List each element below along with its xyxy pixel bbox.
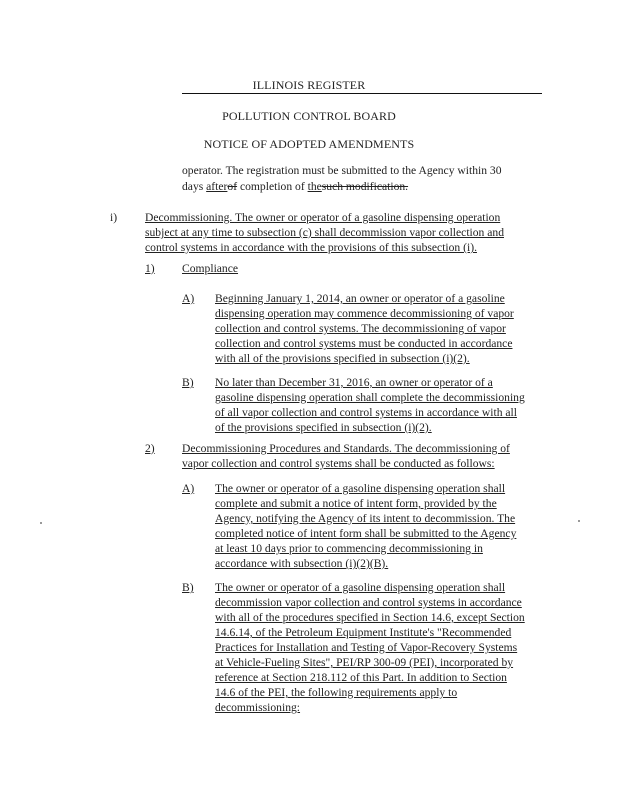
sub-2A-line-6: accordance with subsection (i)(2)(B).: [215, 557, 389, 570]
sub-2A-line-2: complete and submit a notice of intent form, provided by the: [215, 497, 497, 510]
header-rule: [182, 93, 542, 94]
register-title: ILLINOIS REGISTER: [252, 78, 366, 92]
intro-line-1: operator. The registration must be submitted to the Agency within 30: [182, 164, 502, 177]
intro-line-2: days afterof completion of thesuch modification.: [182, 180, 409, 193]
sub-2B-line-6: at Vehicle-Fueling Sites", PEI/RP 300-09 (PEI), incorporated by: [215, 656, 514, 669]
sub-2A-label: A): [182, 482, 195, 495]
sub-2-label: 2): [145, 442, 155, 455]
section-i-line-1: Decommissioning. The owner or operator of a gasoline dispensing operation: [145, 211, 501, 224]
sub-2B-line-9: decommissioning:: [215, 701, 301, 714]
sub-1B-line-4: of the provisions specified in subsection (i)(2).: [215, 421, 432, 434]
scan-speck: [578, 520, 580, 522]
sub-1A-line-2: dispensing operation may commence decommissioning of vapor: [215, 307, 514, 320]
sub-2-line-1: Decommissioning Procedures and Standards. The decommissioning of: [182, 442, 510, 455]
sub-1-title: Compliance: [182, 262, 239, 275]
board-title: POLLUTION CONTROL BOARD: [222, 109, 396, 123]
sub-1A-line-3: collection and control systems. The decommissioning of vapor: [215, 322, 506, 335]
sub-2B-label: B): [182, 581, 194, 594]
sub-1A-label: A): [182, 292, 195, 305]
sub-1B-line-3: of all vapor collection and control systems in accordance with all: [215, 406, 517, 419]
sub-2B-line-4: 14.6.14, of the Petroleum Equipment Institute's "Recommended: [215, 626, 512, 639]
sub-1B-line-2: gasoline dispensing operation shall complete the decommissioning: [215, 391, 525, 404]
sub-2A-line-1: The owner or operator of a gasoline dispensing operation shall: [215, 482, 506, 495]
sub-2-line-2: vapor collection and control systems shall be conducted as follows:: [182, 457, 495, 470]
sub-1A-line-1: Beginning January 1, 2014, an owner or operator of a gasoline: [215, 292, 505, 305]
notice-title: NOTICE OF ADOPTED AMENDMENTS: [203, 137, 415, 151]
sub-2B-line-1: The owner or operator of a gasoline dispensing operation shall: [215, 581, 506, 594]
sub-1B-label: B): [182, 376, 194, 389]
section-i-line-2: subject at any time to subsection (c) shall decommission vapor collection and: [145, 226, 504, 239]
sub-2B-line-3: with all of the procedures specified in Section 14.6, except Section: [215, 611, 525, 624]
sub-2A-line-4: completed notice of intent form shall be submitted to the Agency: [215, 527, 517, 540]
sub-1B-line-1: No later than December 31, 2016, an owner or operator of a: [215, 376, 493, 389]
sub-1A-line-5: with all of the provisions specified in subsection (i)(2).: [215, 352, 470, 365]
sub-2B-line-5: Practices for Installation and Testing of Vapor-Recovery Systems: [215, 641, 518, 654]
sub-2A-line-3: Agency, notifying the Agency of its intent to decommission. The: [215, 512, 516, 525]
sub-2B-line-7: reference at Section 218.112 of this Part. In addition to Section: [215, 671, 507, 684]
section-i-line-3: control systems in accordance with the provisions of this subsection (i).: [145, 241, 477, 254]
scan-speck: [40, 522, 42, 524]
sub-1-label: 1): [145, 262, 155, 275]
sub-2B-line-8: 14.6 of the PEI, the following requirements apply to: [215, 686, 458, 699]
sub-2A-line-5: at least 10 days prior to commencing decommissioning in: [215, 542, 483, 555]
section-i-label: i): [110, 211, 118, 224]
sub-2B-line-2: decommission vapor collection and control systems in accordance: [215, 596, 522, 609]
sub-1A-line-4: collection and control systems must be conducted in accordance: [215, 337, 513, 350]
